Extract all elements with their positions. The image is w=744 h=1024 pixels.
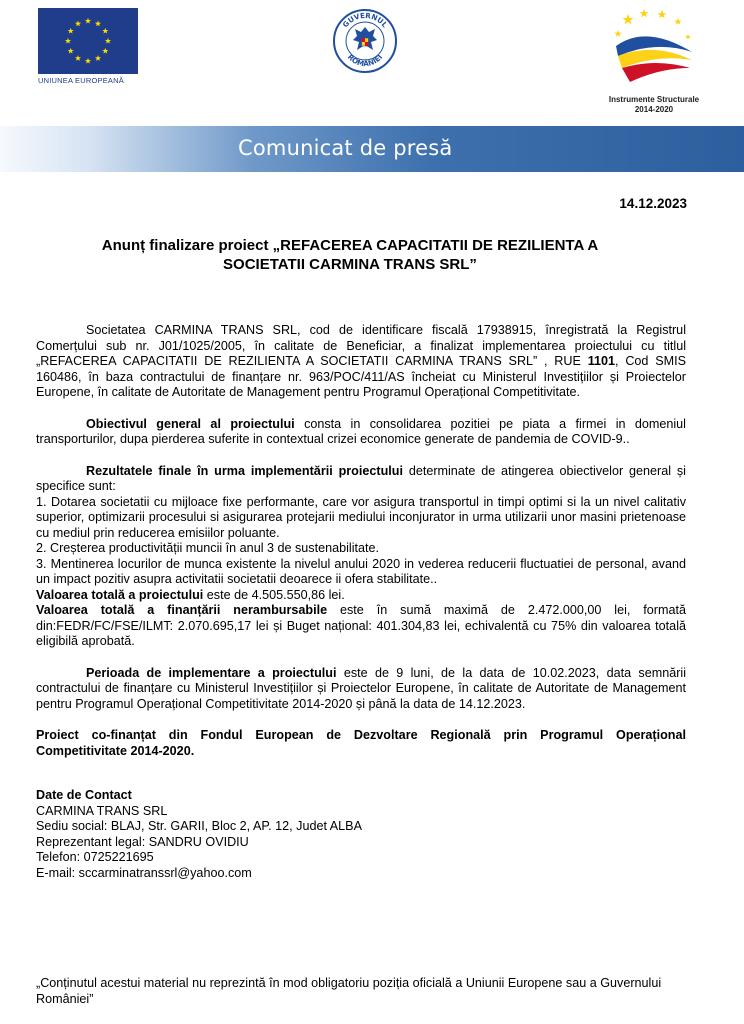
intro-text: Societatea CARMINA TRANS SRL, cod de identificare fiscală 17938915, înregistrată la Registrul Comerțului sub nr. J01/1025/2005, în calitate de Beneficiar, a finalizat implementarea proiectului cu titlul „REFACEREA CAPACITATII DE REZILIENTA A SOCIETATII CARMINA TRANS SRL” , RUE (36, 323, 686, 368)
contact-phone: Telefon: 0725221695 (36, 850, 154, 864)
headline (30, 236, 670, 274)
header-logos (0, 0, 744, 120)
structural-instruments-logo (594, 6, 714, 116)
contact-heading: Date de Contact (36, 788, 132, 802)
intro-paragraph (36, 323, 686, 401)
contact-email: E-mail: sccarminatranssrl@yahoo.com (36, 865, 252, 880)
banner-title: Comunicat de presă (238, 136, 453, 160)
contact-block (36, 788, 686, 881)
intro-text-rest: , Cod SMIS 160486, în baza contractului de finanțare nr. 963/POC/411/AS încheiat cu Ministerul Investițiilor și Proiectelor Europene, în calitate de Autoritate de Management pentru Programul Operațional Competitivitate. (36, 354, 686, 399)
headline-line-2: SOCIETATII CARMINA TRANS SRL” (223, 256, 477, 273)
period-paragraph (36, 666, 686, 713)
release-date: 14.12.2023 (619, 196, 687, 211)
total-value-line (36, 588, 686, 604)
objective-text: consta in consolidarea pozitiei pe piata a firmei in domeniul transporturilor, dupa pierderea suferite in contextual crizei economice generate de pandemia de COVID-9.. (36, 416, 686, 446)
result-item-2: 2. Creșterea productivității muncii în anul 3 de sustenabilitate. (36, 541, 380, 555)
contact-representative: Reprezentant legal: SANDRU OVIDIU (36, 834, 249, 849)
grant-value-text: este în sumă maximă de 2.472.000,00 lei, formată din:FEDR/FC/FSE/ILMT: 2.070.695,17 lei și Buget național: 401.304,83 lei, echivalentă cu 75% din valoarea totală eligibilă aprobată. (36, 603, 686, 648)
eu-disclaimer: „Conținutul acestui material nu reprezintă în mod obligatoriu poziția oficială a Uniunii Europene sau a Guvernului României” (36, 976, 662, 1006)
structural-instruments-emblem-icon (606, 6, 702, 90)
objective-label: Obiectivul general al proiectului (86, 416, 295, 431)
contact-company: CARMINA TRANS SRL (36, 803, 168, 818)
romanian-government-seal (330, 8, 400, 74)
government-seal-icon (330, 8, 400, 74)
structural-instruments-caption (594, 95, 714, 115)
results-text: determinate de atingerea obiectivelor general și specifice sunt: (36, 463, 686, 493)
eu-caption: UNIUNEA EUROPEANĂ (38, 76, 124, 85)
is-caption-title: Instrumente Structurale (608, 95, 700, 104)
contact-address: Sediu social: BLAJ, Str. GARII, Bloc 2, AP. 12, Judet ALBA (36, 819, 362, 833)
period-text: este de 9 luni, de la data de 10.02.2023, data semnării contractului de finanțare cu Ministerul Investițiilor și Proiectelor Europene, în calitate de Autoritate de Management pentru Programul Operațional Competitivitate 2014-2020 și până la data de 14.12.2023. (36, 665, 686, 711)
grant-value-paragraph (36, 603, 686, 650)
press-release-body (36, 323, 686, 881)
period-label: Perioada de implementare a proiectului (86, 665, 337, 680)
total-value-text: este de 4.505.550,86 lei. (203, 587, 345, 602)
result-item-3: 3. Mentinerea locurilor de munca existente la nivelul anului 2020 in vederea reducerii fluctuatiei de personal, avand un impact pozitiv asupra activitatii societatii deoarece ii ofera stabilitate.. (36, 556, 686, 586)
results-paragraph (36, 464, 686, 495)
svg-text:GUVERNUL: GUVERNUL (340, 10, 390, 30)
cofinancing-statement: Proiect co-finanțat din Fondul European de Dezvoltare Regională prin Programul Operațional Competitivitate 2014-2020. (36, 728, 686, 758)
results-label: Rezultatele finale în urma implementării proiectului (86, 463, 403, 478)
result-item-1: 1. Dotarea societatii cu mijloace fixe performante, care vor asigura transportul in timpi optimi si la un nivel calitativ superior, optimizarii procesului si asigurarea protejarii mediului inconjurator in urma utilizarii unor masini prietenoase cu mediul prin reducerea emisiilor poluante. (36, 494, 686, 540)
is-caption-years: 2014-2020 (634, 105, 674, 114)
svg-text:ROMÂNIEI: ROMÂNIEI (345, 52, 385, 69)
total-value-label: Valoarea totală a proiectului (36, 587, 204, 602)
grant-value-label: Valoarea totală a finanțării nerambursabile (36, 603, 328, 617)
eu-logo (38, 8, 140, 88)
headline-line-1: Anunț finalizare proiect „REFACEREA CAPACITATII DE REZILIENTA A (101, 237, 599, 254)
objective-paragraph (36, 417, 686, 448)
rue-number: 1101 (587, 354, 616, 368)
eu-flag-icon (38, 8, 138, 74)
